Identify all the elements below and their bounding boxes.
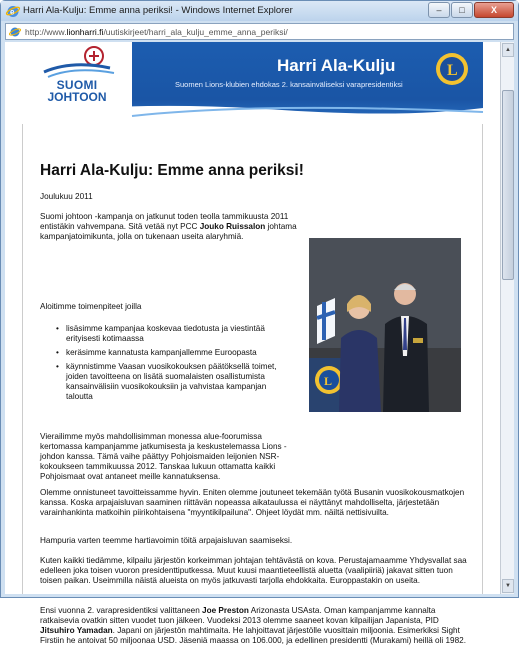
- scroll-up-icon[interactable]: ▲: [502, 43, 514, 57]
- title-bar: [1, 1, 518, 21]
- svg-text:e: e: [10, 7, 15, 17]
- paragraph-6: Kuten kaikki tiedämme, kilpailu järjestön korkeimman johtajan tehtävästä on kova. Perustajamaamme Yhdysvallat saa edelleen joka toisen vuoron presidenttiputkessa. Muut kuusi maantieteellistä aluetta (vaalipiiriä) jakavat sitten tuon toisen paikan. Useimmilla näistä alueista on myös jatkuvasti tarjolla ehdokkaita. Europpastakin on useita.: [40, 556, 467, 585]
- svg-text:L: L: [447, 62, 458, 79]
- photo-illustration: [309, 238, 461, 412]
- paragraph-1: Suomi johtoon -kampanja on jatkunut toden teolla tammikuusta 2011 entistäkin vahvempana. Sitä vetää nyt PCC Jouko Ruissalon johtama kampanjatoimikunta, jolla on tukenaan useita alaryhmiä.: [40, 212, 297, 241]
- maximize-button[interactable]: □: [451, 2, 473, 18]
- paragraph-5: Hampuria varten teemme hartiavoimin töitä arpajaisluvan saamiseksi.: [40, 536, 293, 545]
- paragraph-2: Aloitimme toimenpiteet joilla: [40, 302, 142, 311]
- site-title: Harri Ala-Kulju: [277, 56, 396, 75]
- url-text[interactable]: http://www.lionharri.fi/uutiskirjeet/harri_ala_kulju_emme_anna_periksi/: [25, 27, 288, 37]
- svg-text:L: L: [324, 374, 333, 388]
- lions-emblem-icon: [22, 42, 132, 82]
- address-bar[interactable]: [5, 23, 514, 40]
- paragraph-4: Olemme onnistuneet tavoitteissamme hyvin. Eniten olemme joutuneet tekemään työtä Busanin vuosikokousmatkojen kanssa. Koska arpajaisluvan saaminen riittävän nopeassa aikataulussa ei näyttänyt mahdolliselta, järjestetään varainhankinta matkoihin piirikohtaisena "myyntikilpailuna". Ohjeet löydät mm. näiltä nettisivuilta.: [40, 488, 465, 517]
- close-button[interactable]: X: [474, 2, 514, 18]
- logo-line-2: JOHTOON: [47, 90, 107, 104]
- logo-line-1: SUOMI: [56, 78, 98, 92]
- lions-international-logo-icon: [435, 52, 469, 86]
- site-banner: [22, 42, 483, 124]
- page-viewport: [5, 42, 500, 645]
- vertical-scrollbar[interactable]: [500, 42, 514, 594]
- article-date: Joulukuu 2011: [40, 192, 93, 201]
- page-icon: [9, 26, 21, 38]
- internet-explorer-icon: [6, 4, 20, 18]
- minimize-button[interactable]: –: [428, 2, 450, 18]
- article: [22, 124, 483, 645]
- list-item: • keräsimme kannatusta kampanjallemme Euroopasta: [40, 348, 290, 358]
- scroll-down-icon[interactable]: ▼: [502, 579, 514, 593]
- window-title: Harri Ala-Kulju: Emme anna periksi! - Windows Internet Explorer: [23, 5, 293, 16]
- paragraph-7: Ensi vuonna 2. varapresidentiksi valittaneen Joe Preston Arizonasta USAsta. Oman kampanjamme kannalta ratkaisevia ovatkin sitten vuodet tuon jälkeen. Vuodeksi 2013 olemme saaneet kovan kilpailijan Japanista, PID Jitsuhiro Yamadan. Japani on järjestön mahtimaita. He lahjoittavat järjestölle vuosittain miljoonia. Esimerkiksi Sight Firstiin he antoivat 50 miljoonaa USD. Jäseniä maassa on 106.000, ja edellinen presidentti (Murakami) heillä oli 1982.: [40, 606, 466, 645]
- list-item: • käynnistimme Vaasan vuosikokouksen päätöksellä toimet, joiden tavoitteena on lisätä suomalaisten osallistumista kansainvälisiin vuosikokouksiin ja vahvistaa kampanjan taloutta: [40, 362, 290, 402]
- list-item: • lisäsimme kampanjaa koskevaa tiedotusta ja viestintää erityisesti kotimaassa: [40, 324, 290, 344]
- paragraph-3: Vierailimme myös mahdollisimman monessa alue-foorumissa kertomassa kampanjamme jatkumisesta ja keskustelemassa Lions -johdon kanssa. Tämä vaihe päättyy Pohjoismaiden leijonien NSR-kokoukseen tammikuussa 2012. Tanskaa lukuun ottamatta kaikki Pohjoismaat ovat antaneet meille kannatuksensa.: [40, 432, 287, 481]
- banner-wave: [22, 100, 483, 124]
- article-title: Harri Ala-Kulju: Emme anna periksi!: [40, 162, 304, 179]
- candidate-photo: [309, 238, 461, 412]
- site-subtitle: Suomen Lions-klubien ehdokas 2. kansainväliseksi varapresidentiksi: [175, 80, 403, 89]
- action-list: [40, 324, 290, 406]
- scrollbar-thumb[interactable]: [502, 90, 514, 280]
